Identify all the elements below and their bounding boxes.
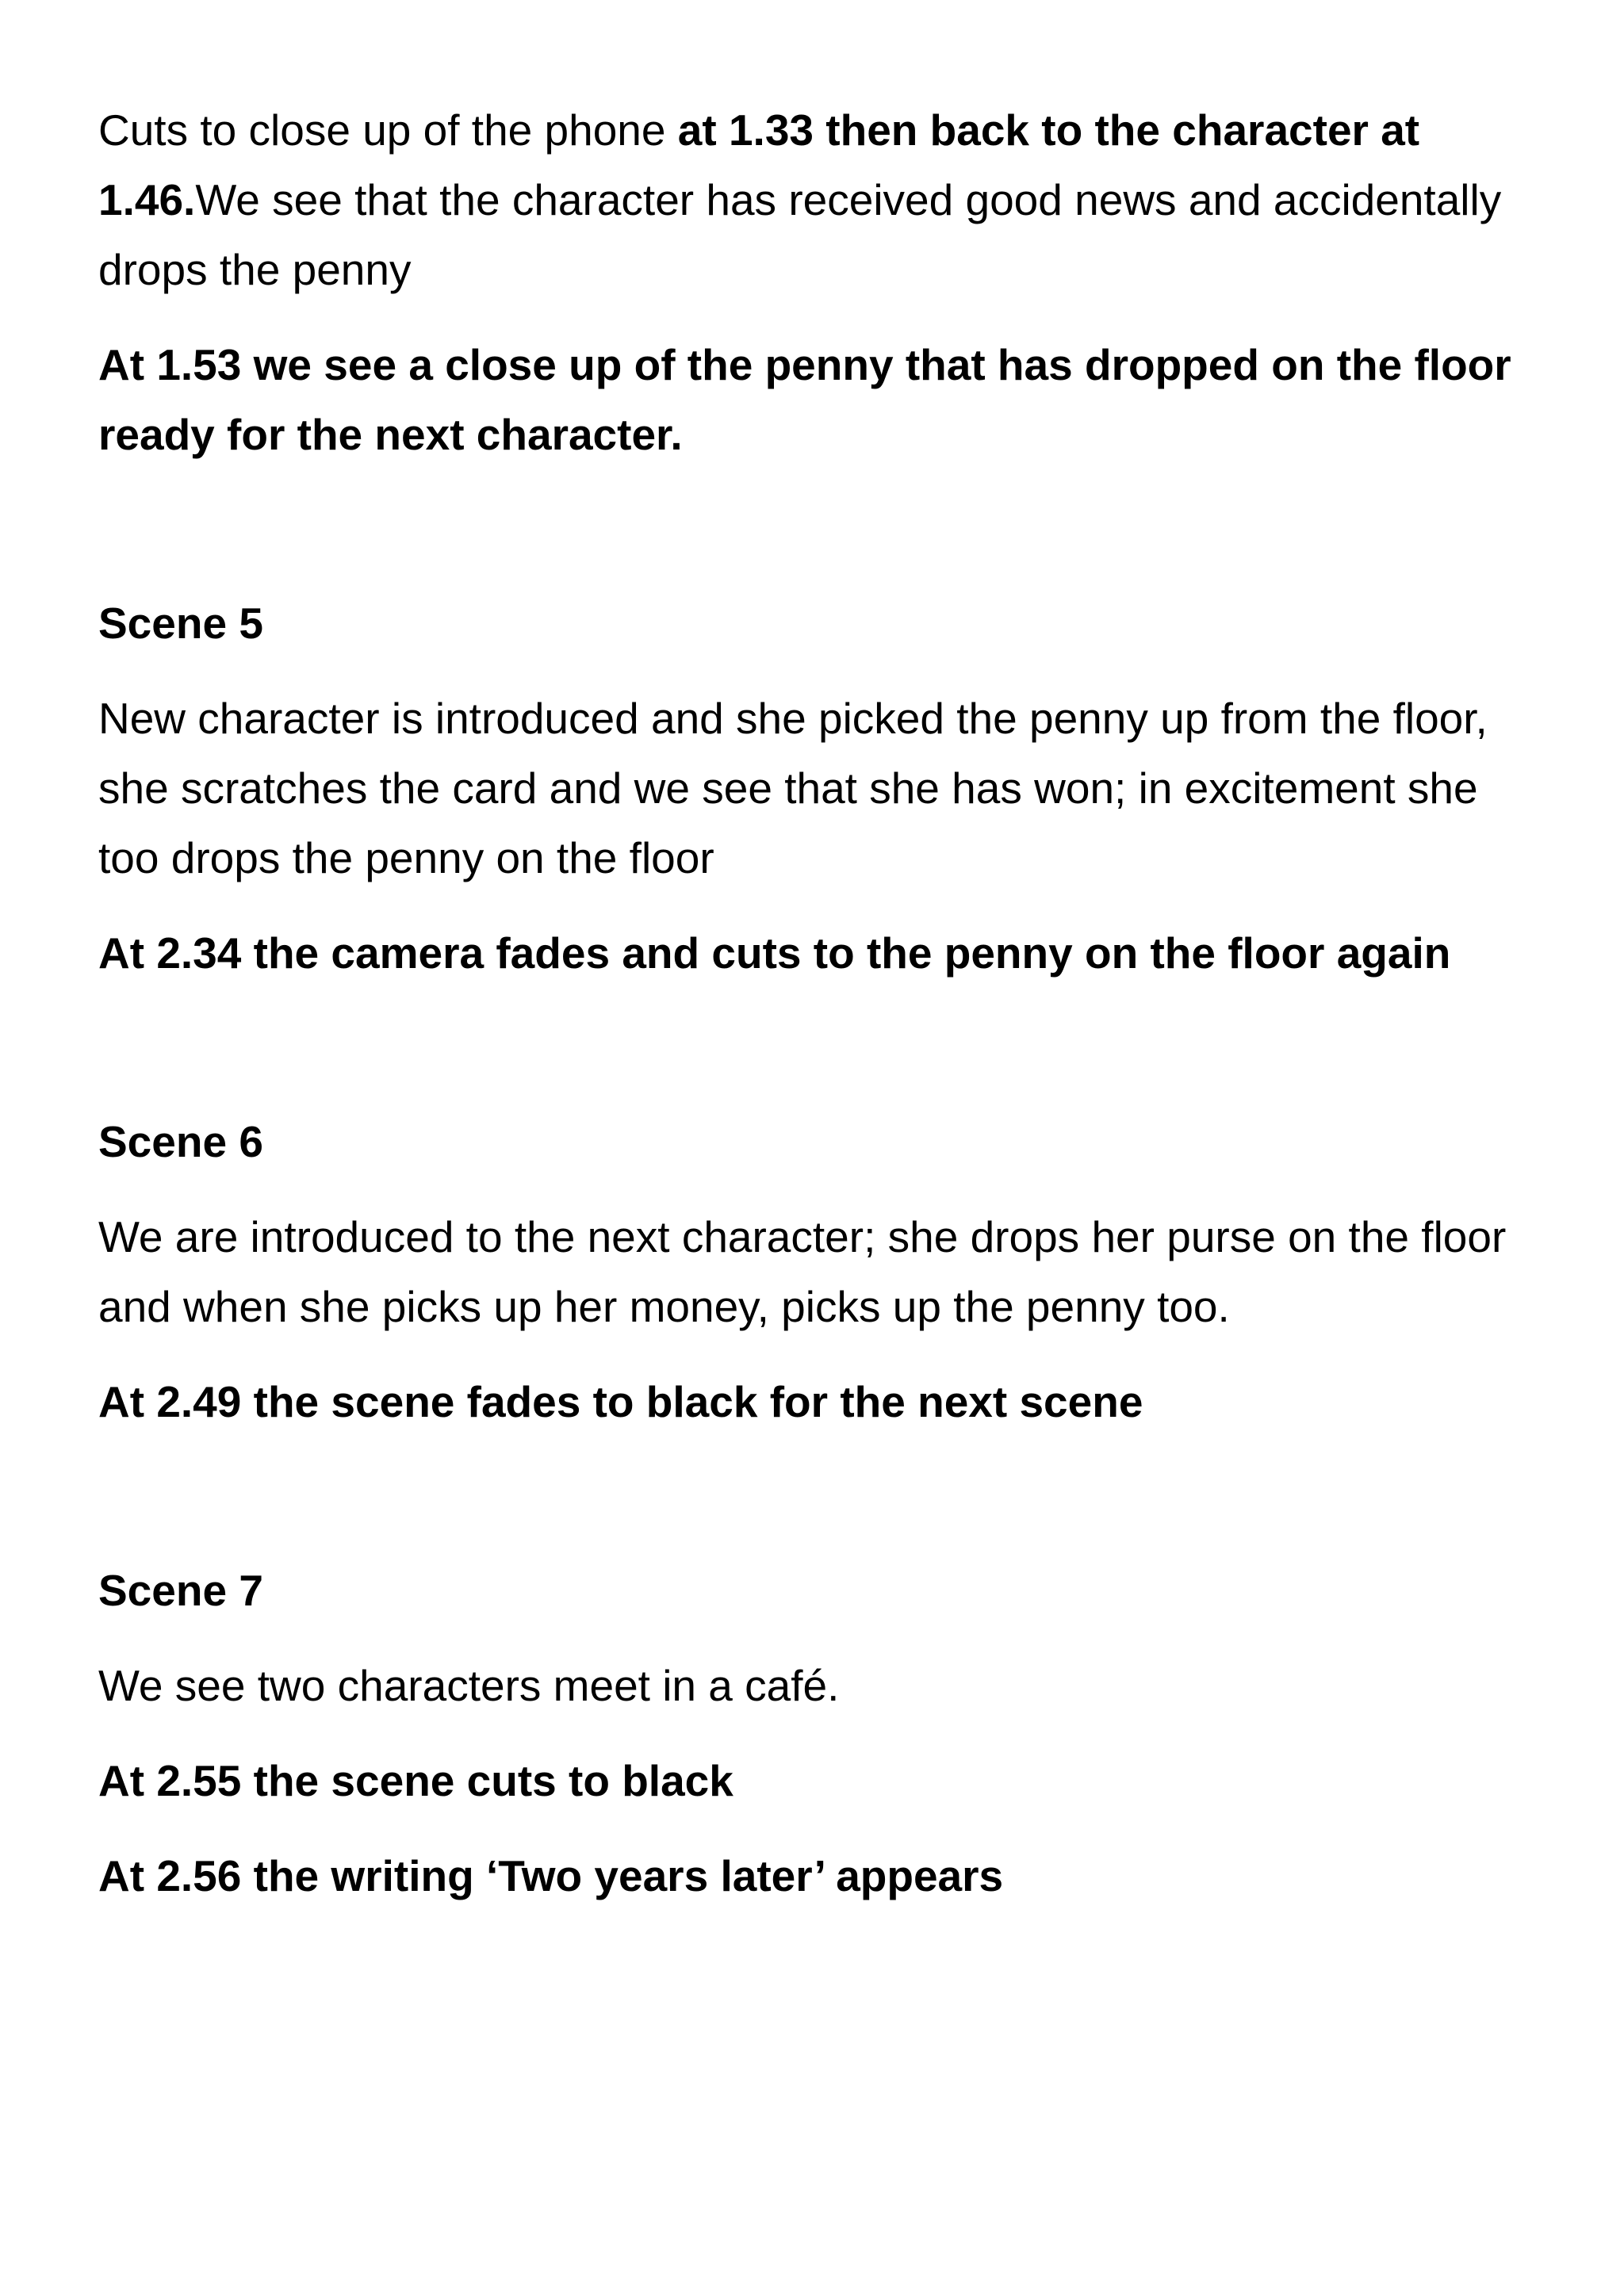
scene-description-6: We are introduced to the next character; she drops her purse on the floor and when she picks up her money, picks up the penny too. — [98, 1212, 1507, 1331]
scene-heading-7: Scene 7 — [98, 1566, 263, 1615]
scene-description-5: New character is introduced and she picked the penny up from the floor, she scratches the card and we see that she has won; in excitement she too drops the penny on the floor — [98, 694, 1488, 882]
scene-note-6: At 2.49 the scene fades to black for the next scene — [98, 1377, 1143, 1426]
scene-note-5: At 2.34 the camera fades and cuts to the penny on the floor again — [98, 928, 1451, 978]
scene-note-7a: At 2.55 the scene cuts to black — [98, 1756, 733, 1805]
intro-text-2: We see that the character has received good news and accidentally drops the penny — [98, 175, 1502, 294]
intro-paragraph — [98, 95, 1526, 304]
intro-bold-timestamps: at 1.33 then back to the character at 1.46. — [98, 105, 1420, 224]
document-page — [98, 95, 1526, 1911]
scene-note-7b: At 2.56 the writing ‘Two years later’ appears — [98, 1851, 1004, 1900]
scene-heading-5: Scene 5 — [98, 599, 263, 648]
scene-heading-6: Scene 6 — [98, 1117, 263, 1166]
intro-text-1: Cuts to close up of the phone — [98, 105, 678, 155]
scene-description-7: We see two characters meet in a café. — [98, 1661, 840, 1710]
intro-timestamp-note: At 1.53 we see a close up of the penny that has dropped on the floor ready for the next character. — [98, 340, 1511, 459]
